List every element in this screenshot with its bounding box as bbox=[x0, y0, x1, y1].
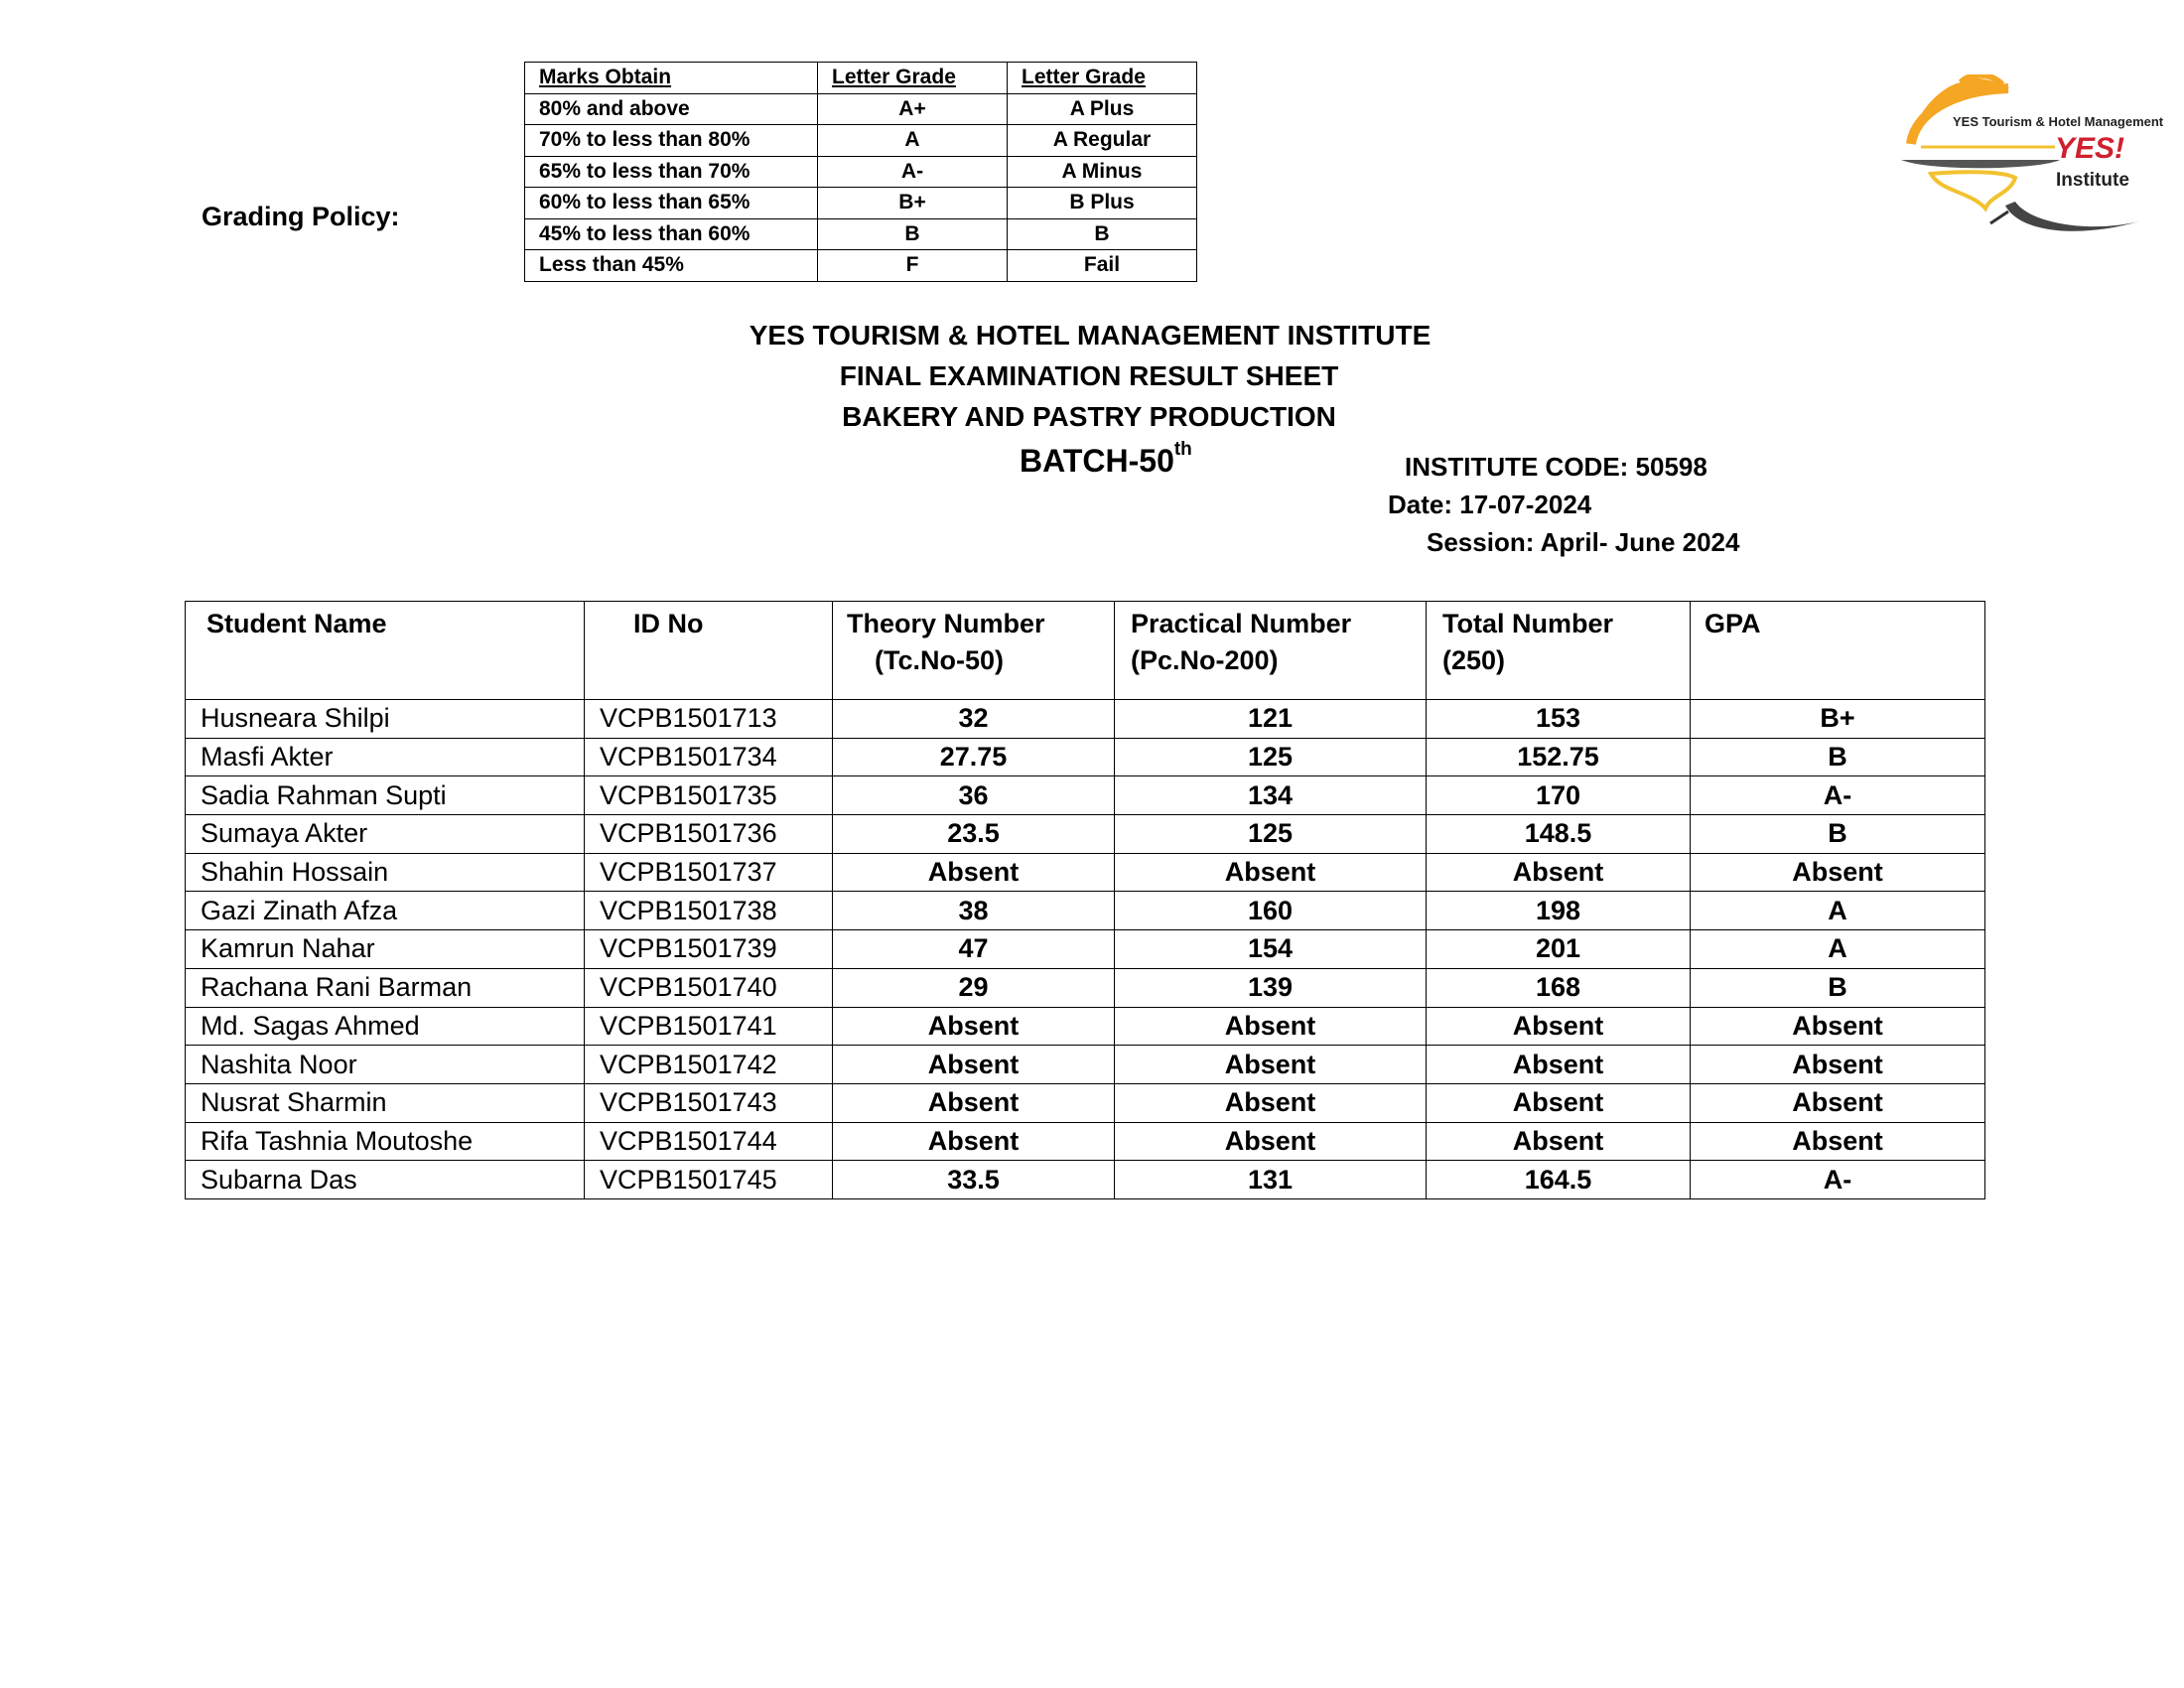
header-line1: GPA bbox=[1705, 609, 1761, 638]
grading-header-row bbox=[525, 63, 1197, 94]
student-name-cell: Rachana Rani Barman bbox=[186, 968, 585, 1007]
theory-number-cell: Absent bbox=[833, 1122, 1115, 1161]
header-line1: Student Name bbox=[206, 609, 387, 638]
practical-number-cell: 125 bbox=[1115, 815, 1427, 854]
grading-row bbox=[525, 218, 1197, 250]
gpa-cell: Absent bbox=[1691, 1122, 1985, 1161]
id-no-cell: VCPB1501739 bbox=[585, 930, 833, 969]
total-number-cell: 168 bbox=[1427, 968, 1691, 1007]
practical-number-cell: 154 bbox=[1115, 930, 1427, 969]
total-number-cell: 201 bbox=[1427, 930, 1691, 969]
total-number-cell: 153 bbox=[1427, 700, 1691, 739]
table-row bbox=[186, 738, 1985, 776]
practical-number-cell: 125 bbox=[1115, 738, 1427, 776]
theory-number-cell: Absent bbox=[833, 1046, 1115, 1084]
table-row bbox=[186, 930, 1985, 969]
theory-number-cell: 32 bbox=[833, 700, 1115, 739]
id-no-cell: VCPB1501735 bbox=[585, 776, 833, 815]
table-row bbox=[186, 1007, 1985, 1046]
practical-number-cell: Absent bbox=[1115, 1083, 1427, 1122]
grade-name-cell: Letter Grade bbox=[1008, 63, 1197, 94]
marks-range-cell: 80% and above bbox=[525, 93, 818, 125]
id-no-cell: VCPB1501736 bbox=[585, 815, 833, 854]
gpa-cell: Absent bbox=[1691, 853, 1985, 892]
student-name-cell: Masfi Akter bbox=[186, 738, 585, 776]
total-number-cell: 164.5 bbox=[1427, 1161, 1691, 1199]
id-no-cell: VCPB1501734 bbox=[585, 738, 833, 776]
letter-grade-cell: A bbox=[818, 125, 1008, 157]
theory-number-cell: Absent bbox=[833, 1007, 1115, 1046]
logo-brand: YES! bbox=[2055, 132, 2125, 165]
practical-number-cell: 134 bbox=[1115, 776, 1427, 815]
header-line2: (Tc.No-50) bbox=[875, 645, 1005, 675]
grading-row bbox=[525, 156, 1197, 188]
tray-icon bbox=[1901, 160, 2060, 168]
gpa-cell: A- bbox=[1691, 776, 1985, 815]
gpa-cell: B bbox=[1691, 968, 1985, 1007]
table-row bbox=[186, 968, 1985, 1007]
practical-number-cell: 131 bbox=[1115, 1161, 1427, 1199]
id-no-cell: VCPB1501741 bbox=[585, 1007, 833, 1046]
institute-code: INSTITUTE CODE: 50598 bbox=[1405, 452, 1707, 482]
grade-name-cell: A Regular bbox=[1008, 125, 1197, 157]
total-number-cell: 152.75 bbox=[1427, 738, 1691, 776]
marks-range-cell: 65% to less than 70% bbox=[525, 156, 818, 188]
sheet-title: FINAL EXAMINATION RESULT SHEET bbox=[839, 360, 1339, 391]
exam-date: Date: 17-07-2024 bbox=[1388, 490, 1592, 519]
practical-number-cell: Absent bbox=[1115, 1122, 1427, 1161]
marks-range-cell: Marks Obtain bbox=[525, 63, 818, 94]
header-line1: Practical Number bbox=[1131, 609, 1352, 638]
logo-text-line1: YES Tourism & Hotel Management bbox=[1953, 114, 2164, 129]
student-name-cell: Rifa Tashnia Moutoshe bbox=[186, 1122, 585, 1161]
id-no-cell: VCPB1501740 bbox=[585, 968, 833, 1007]
course-title: BAKERY AND PASTRY PRODUCTION bbox=[842, 401, 1336, 432]
header-line2: (Pc.No-200) bbox=[1131, 645, 1279, 675]
table-row bbox=[186, 1046, 1985, 1084]
theory-number-cell: 27.75 bbox=[833, 738, 1115, 776]
student-name-cell: Nusrat Sharmin bbox=[186, 1083, 585, 1122]
marks-range-cell: 70% to less than 80% bbox=[525, 125, 818, 157]
letter-grade-cell: A+ bbox=[818, 93, 1008, 125]
letter-grade-cell: B+ bbox=[818, 188, 1008, 219]
grading-row bbox=[525, 93, 1197, 125]
theory-number-cell: 47 bbox=[833, 930, 1115, 969]
table-row bbox=[186, 700, 1985, 739]
student-name-cell: Subarna Das bbox=[186, 1161, 585, 1199]
grade-name-cell: A Minus bbox=[1008, 156, 1197, 188]
batch-label bbox=[1020, 439, 1192, 480]
header-line1: ID No bbox=[633, 609, 704, 638]
grade-name-cell: A Plus bbox=[1008, 93, 1197, 125]
practical-number-cell: Absent bbox=[1115, 1007, 1427, 1046]
result-table-header bbox=[186, 602, 1985, 700]
grading-row bbox=[525, 188, 1197, 219]
table-row bbox=[186, 776, 1985, 815]
practical-number-cell: 121 bbox=[1115, 700, 1427, 739]
total-number-cell: 148.5 bbox=[1427, 815, 1691, 854]
total-number-cell: Absent bbox=[1427, 1122, 1691, 1161]
grading-policy-table bbox=[524, 62, 1197, 282]
gpa-header bbox=[1691, 602, 1985, 700]
theory-number-cell: 36 bbox=[833, 776, 1115, 815]
gpa-cell: B bbox=[1691, 815, 1985, 854]
letter-grade-cell: F bbox=[818, 250, 1008, 282]
student-name-cell: Sumaya Akter bbox=[186, 815, 585, 854]
grading-row bbox=[525, 250, 1197, 282]
institute-title: YES TOURISM & HOTEL MANAGEMENT INSTITUTE bbox=[749, 320, 1432, 351]
id-no-cell: VCPB1501737 bbox=[585, 853, 833, 892]
grade-name-cell: B bbox=[1008, 218, 1197, 250]
grading-row bbox=[525, 125, 1197, 157]
batch-text: BATCH-50 bbox=[1020, 443, 1174, 479]
result-table bbox=[185, 601, 1985, 1199]
id-no-cell: VCPB1501745 bbox=[585, 1161, 833, 1199]
practical-number-cell: Absent bbox=[1115, 853, 1427, 892]
student-name-cell: Nashita Noor bbox=[186, 1046, 585, 1084]
student-name-cell: Shahin Hossain bbox=[186, 853, 585, 892]
table-row bbox=[186, 1083, 1985, 1122]
theory-number-cell: 23.5 bbox=[833, 815, 1115, 854]
student-name-header bbox=[186, 602, 585, 700]
header-line1: Theory Number bbox=[847, 609, 1045, 638]
table-row bbox=[186, 1122, 1985, 1161]
total-number-cell: Absent bbox=[1427, 1083, 1691, 1122]
practical-number-cell: 139 bbox=[1115, 968, 1427, 1007]
institute-logo bbox=[1891, 74, 2169, 243]
gpa-cell: A bbox=[1691, 930, 1985, 969]
header-line2: (250) bbox=[1442, 645, 1506, 675]
id-no-header bbox=[585, 602, 833, 700]
gpa-cell: A- bbox=[1691, 1161, 1985, 1199]
student-name-cell: Husneara Shilpi bbox=[186, 700, 585, 739]
grading-policy-label: Grading Policy: bbox=[202, 202, 400, 231]
id-no-cell: VCPB1501713 bbox=[585, 700, 833, 739]
total-number-cell: 170 bbox=[1427, 776, 1691, 815]
letter-grade-cell: B bbox=[818, 218, 1008, 250]
letter-grade-cell: A- bbox=[818, 156, 1008, 188]
total-number-cell: Absent bbox=[1427, 853, 1691, 892]
practical-number-header bbox=[1115, 602, 1427, 700]
practical-number-cell: 160 bbox=[1115, 892, 1427, 930]
table-row bbox=[186, 853, 1985, 892]
table-row bbox=[186, 1161, 1985, 1199]
theory-number-cell: 38 bbox=[833, 892, 1115, 930]
grade-name-cell: Fail bbox=[1008, 250, 1197, 282]
gpa-cell: Absent bbox=[1691, 1007, 1985, 1046]
gpa-cell: B bbox=[1691, 738, 1985, 776]
gpa-cell: B+ bbox=[1691, 700, 1985, 739]
hand-icon bbox=[1931, 172, 2015, 209]
total-number-cell: Absent bbox=[1427, 1007, 1691, 1046]
theory-number-cell: Absent bbox=[833, 853, 1115, 892]
theory-number-cell: Absent bbox=[833, 1083, 1115, 1122]
table-row bbox=[186, 892, 1985, 930]
theory-number-cell: 29 bbox=[833, 968, 1115, 1007]
marks-range-cell: 45% to less than 60% bbox=[525, 218, 818, 250]
gpa-cell: A bbox=[1691, 892, 1985, 930]
theory-number-header bbox=[833, 602, 1115, 700]
total-number-cell: Absent bbox=[1427, 1046, 1691, 1084]
header-line1: Total Number bbox=[1442, 609, 1614, 638]
id-no-cell: VCPB1501744 bbox=[585, 1122, 833, 1161]
total-number-cell: 198 bbox=[1427, 892, 1691, 930]
table-row bbox=[186, 815, 1985, 854]
marks-range-cell: Less than 45% bbox=[525, 250, 818, 282]
practical-number-cell: Absent bbox=[1115, 1046, 1427, 1084]
student-name-cell: Kamrun Nahar bbox=[186, 930, 585, 969]
id-no-cell: VCPB1501738 bbox=[585, 892, 833, 930]
session-label: Session: April- June 2024 bbox=[1427, 527, 1740, 557]
id-no-cell: VCPB1501743 bbox=[585, 1083, 833, 1122]
student-name-cell: Sadia Rahman Supti bbox=[186, 776, 585, 815]
student-name-cell: Gazi Zinath Afza bbox=[186, 892, 585, 930]
letter-grade-cell: Letter Grade bbox=[818, 63, 1008, 94]
total-number-header bbox=[1427, 602, 1691, 700]
gpa-cell: Absent bbox=[1691, 1046, 1985, 1084]
id-no-cell: VCPB1501742 bbox=[585, 1046, 833, 1084]
gpa-cell: Absent bbox=[1691, 1083, 1985, 1122]
grade-name-cell: B Plus bbox=[1008, 188, 1197, 219]
logo-text-line2: Institute bbox=[2056, 170, 2129, 191]
student-name-cell: Md. Sagas Ahmed bbox=[186, 1007, 585, 1046]
batch-suffix: th bbox=[1173, 439, 1192, 460]
marks-range-cell: 60% to less than 65% bbox=[525, 188, 818, 219]
theory-number-cell: 33.5 bbox=[833, 1161, 1115, 1199]
